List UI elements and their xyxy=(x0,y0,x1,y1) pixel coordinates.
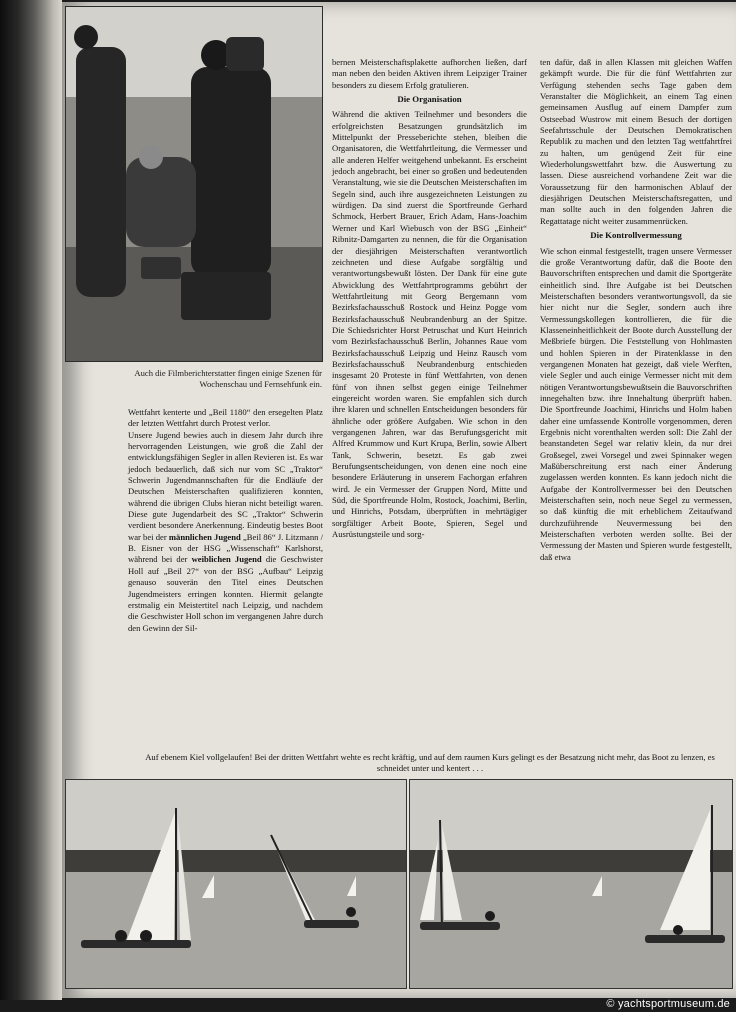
heading-kontrollvermessung: Die Kontrollvermessung xyxy=(590,230,682,241)
text-column-2 xyxy=(332,57,527,540)
photo-caption-top: Auch die Filmberichterstatter fingen einige Szenen für Wochenschau und Fernsehfunk ein. xyxy=(134,368,322,389)
col3-paragraph-1: ten dafür, daß in allen Klassen mit gleichen Waffen gekämpft wurde. Die für die fünf Wettfahrten zur Verfügung stehenden sechs Tage gaben dem Veranstalter die Möglichkeit, an einem Tag einen gemeinsamen Ausflug auf einem Dampfer zum Ostseebad Wustrow mit einem Besuch der dortigen Seefahrtsschule der Deutschen Demokratischen Republik zu machen und den letzten Tag wettfahrtfrei zu halten, um genügend Zeit für eine Wiederholungswettfahrt bzw. die Auswertung zu lassen. Diese ausreichend vorhandene Zeit war die Voraussetzung für den harmonischen Ablauf der diesjährigen Deutschen Meisterschaftsregatten, und man sollte auch in den folgenden Jahren die Regattatage nicht weiter zusammenrücken. xyxy=(540,57,732,226)
book-spine xyxy=(0,0,62,1000)
col1-paragraph-2 xyxy=(128,430,323,634)
col2-paragraph-2: Während die aktiven Teilnehmer und besonders die erfolgreichsten Besatzungen grundsätzlich im Mittelpunkt der Presseberichte stehen, bleiben die Organisatoren, die Wettfahrtleitung, die Vermesser und alle anderen Helfer weitgehend unbekannt. Es erscheint jedoch angebracht, bei einer so großen und bedeutenden Veranstaltung, wie sie die Deutschen Meisterschaften im Segeln sind, auch ihre ausgezeichneten Leistungen zu würdigen. Da sind zuerst die Sportfreunde Gerhard Schmock, Herbert Brauer, Erich Adam, Hans-Joachim Werner und Karl Wiebusch von der BSG „Einheit“ Ribnitz-Damgarten zu nennen, die für die Organisation der diesjährigen Meisterschaften verantwortlich zeichneten und diese Aufgabe sorgfältig und verantwortungsbewußt lösten. Der Dank für eine gute Abwicklung des Wettfahrtprogramms gebührt der Wettfahrtleitung mit Georg Bergemann vom Bezirksfachausschuß Rostock und Heinz Pogge vom Bezirksfachausschuß Neubrandenburg an der Spitze. Die Schiedsrichter Horst Petruschat und Kurt Heinrich vom Bezirksfachausschuß Berlin, Johannes Raue vom Bezirksfachausschuß Leipzig und Heinz Rausch vom Bezirksfachausschuß Neubrandenburg entschieden insgesamt 20 Proteste in fünf Wettfahrten, von denen fünf von ihnen selbst gegen einige Teilnehmer eingereicht worden waren. Sie empfahlen sich durch ihre klaren und schnellen Entscheidungen besonders für ähnliche oder größere Aufgaben. Wie schon in den vergangenen Jahren, war das Berufungsgericht mit Alfred Krummow und Kurt Krupa, Berlin, sowie Albert Tank, Schwerin, besetzt. Es gab zwei Berufungsentscheidungen, von denen eine noch eine besondere Erläuterung in unserem Fachorgan erfahren wird. Je ein Vermesser der Gruppen Nord, Mitte und Süd, die Sportfreunde Holm, Rostock, Joachimi, Berlin, und Hinrichs, Potsdam, überprüften in mehrtägiger sorgfältiger Arbeit Boote, Spieren, Segel und Ausrüstungsteile und sorg- xyxy=(332,109,527,540)
photo-caption-bottom: Auf ebenem Kiel vollgelaufen! Bei der dritten Wettfahrt wehte es recht kräftig, und auf dem raumen Kurs gelingt es der Besatzung nicht mehr, das Boot zu lenzen, es schneidet unter und kentert . . . xyxy=(145,752,715,774)
photo-sailboats-right xyxy=(409,779,733,989)
text-column-1 xyxy=(128,407,323,634)
text-column-3 xyxy=(540,57,732,563)
sailboats-left-scene xyxy=(66,780,406,988)
col1-text-c: die Geschwister Holl auf „Beil 27“ von der BSG „Aufbau“ Leipzig genauso souverän den Titel eines Deutschen Jugendmeisters erringen konnten. Hiermit gelangte erstmalig ein Meistertitel nach Leipzig, und nachdem die Geschwister Holl schon im vergangenen Jahre durch den Gewinn der Sil- xyxy=(128,554,323,633)
col1-bold-male-youth: männlichen Jugend xyxy=(168,531,241,542)
magazine-page xyxy=(62,2,736,998)
sailboats-right-scene xyxy=(410,780,732,988)
photo-filmmakers xyxy=(65,6,323,362)
photo-filmmakers-scene xyxy=(66,7,322,361)
watermark: © yachtsportmuseum.de xyxy=(606,998,730,1010)
photo-sailboats-left xyxy=(65,779,407,989)
col1-text-a: Unsere Jugend bewies auch in diesem Jahr durch ihre hervorragenden Leistungen, wie groß die Zahl der entwicklungsfähigen Segler in allen Revieren ist. Es war jedoch bedauerlich, daß sich nur vom SC „Traktor“ Schwerin Jugendmannschaften für die Endläufe der Deutschen Meisterschaften qualifizieren konnten, während die übrigen Clubs hieran nicht beteiligt waren. Diese gute Jugendarbeit des SC „Traktor“ Schwerin verdient besondere Anerkennung. Eindeutig bestes Boot war bei der xyxy=(128,429,323,542)
col1-text-b: „Beil 86“ J. Litzmann / B. Eisner von der HSG „Wissenschaft“ Karlshorst, während bei der xyxy=(128,531,323,565)
col3-paragraph-2: Wie schon einmal festgestellt, tragen unsere Vermesser die große Verantwortung dafür, daß die Boote den Bauvorschriften entsprechen und damit die Sportgeräte einheitlich sind. Ihre Aufgabe ist bei Deutschen Meisterschaften besonders verantwortungsvoll, da sie hier nicht nur die Segler, sondern auch ihre Vermessungskollegen kontrollieren, die für die Klasseneinheitlichkeit der Boote durch Ausstellung der Meßbriefe bürgen. Die Feststellung von Hohlmasten und hohlen Spieren in der Piratenklasse in den vergangenen Monaten hat gezeigt, daß viele Werften, viele Segler und auch einige Vermesser nicht mit dem nötigen Verantwortungsbewußtsein die Bauvorschriften innegehalten bzw. ihre Innehaltung überprüft haben. Die Sportfreunde Joachimi, Hinrichs und Holm haben daher eine umfassende Kontrolle vorgenommen, deren Ergebnis nicht vorenthalten werden soll: Die Zahl der beanstandeten Segel war relativ klein, da nur drei Großsegel, zwei Vorsegel und zwei Spinnaker wegen Maßüberschreitung erst nach einer Änderung zugelassen werden konnten. Es kann jedoch nicht die Aufgabe der Kontrollvermesser bei den Deutschen Meisterschaften sein, noch neue Segel zu vermessen, so daß künftig die mit erheblichem Zeitaufwand durchzuführende Neuvermessung bei den Meisterschaften verboten werden sollte. Bei der Vermessung der Masten und Spieren wurde festgestellt, daß etwa xyxy=(540,245,732,562)
col1-paragraph-1: Wettfahrt kenterte und „Beil 1180“ den ersegelten Platz der letzten Wettfahrt durch Protest verlor. xyxy=(128,407,323,429)
heading-organisation: Die Organisation xyxy=(397,94,462,105)
col2-paragraph-1: bernen Meisterschaftsplakette aufhorchen ließen, darf man neben den beiden Aktiven ihrem Leipziger Trainer besonders zu diesem Erfolg gratulieren. xyxy=(332,57,527,90)
col1-bold-female-youth: weiblichen Jugend xyxy=(191,554,262,565)
